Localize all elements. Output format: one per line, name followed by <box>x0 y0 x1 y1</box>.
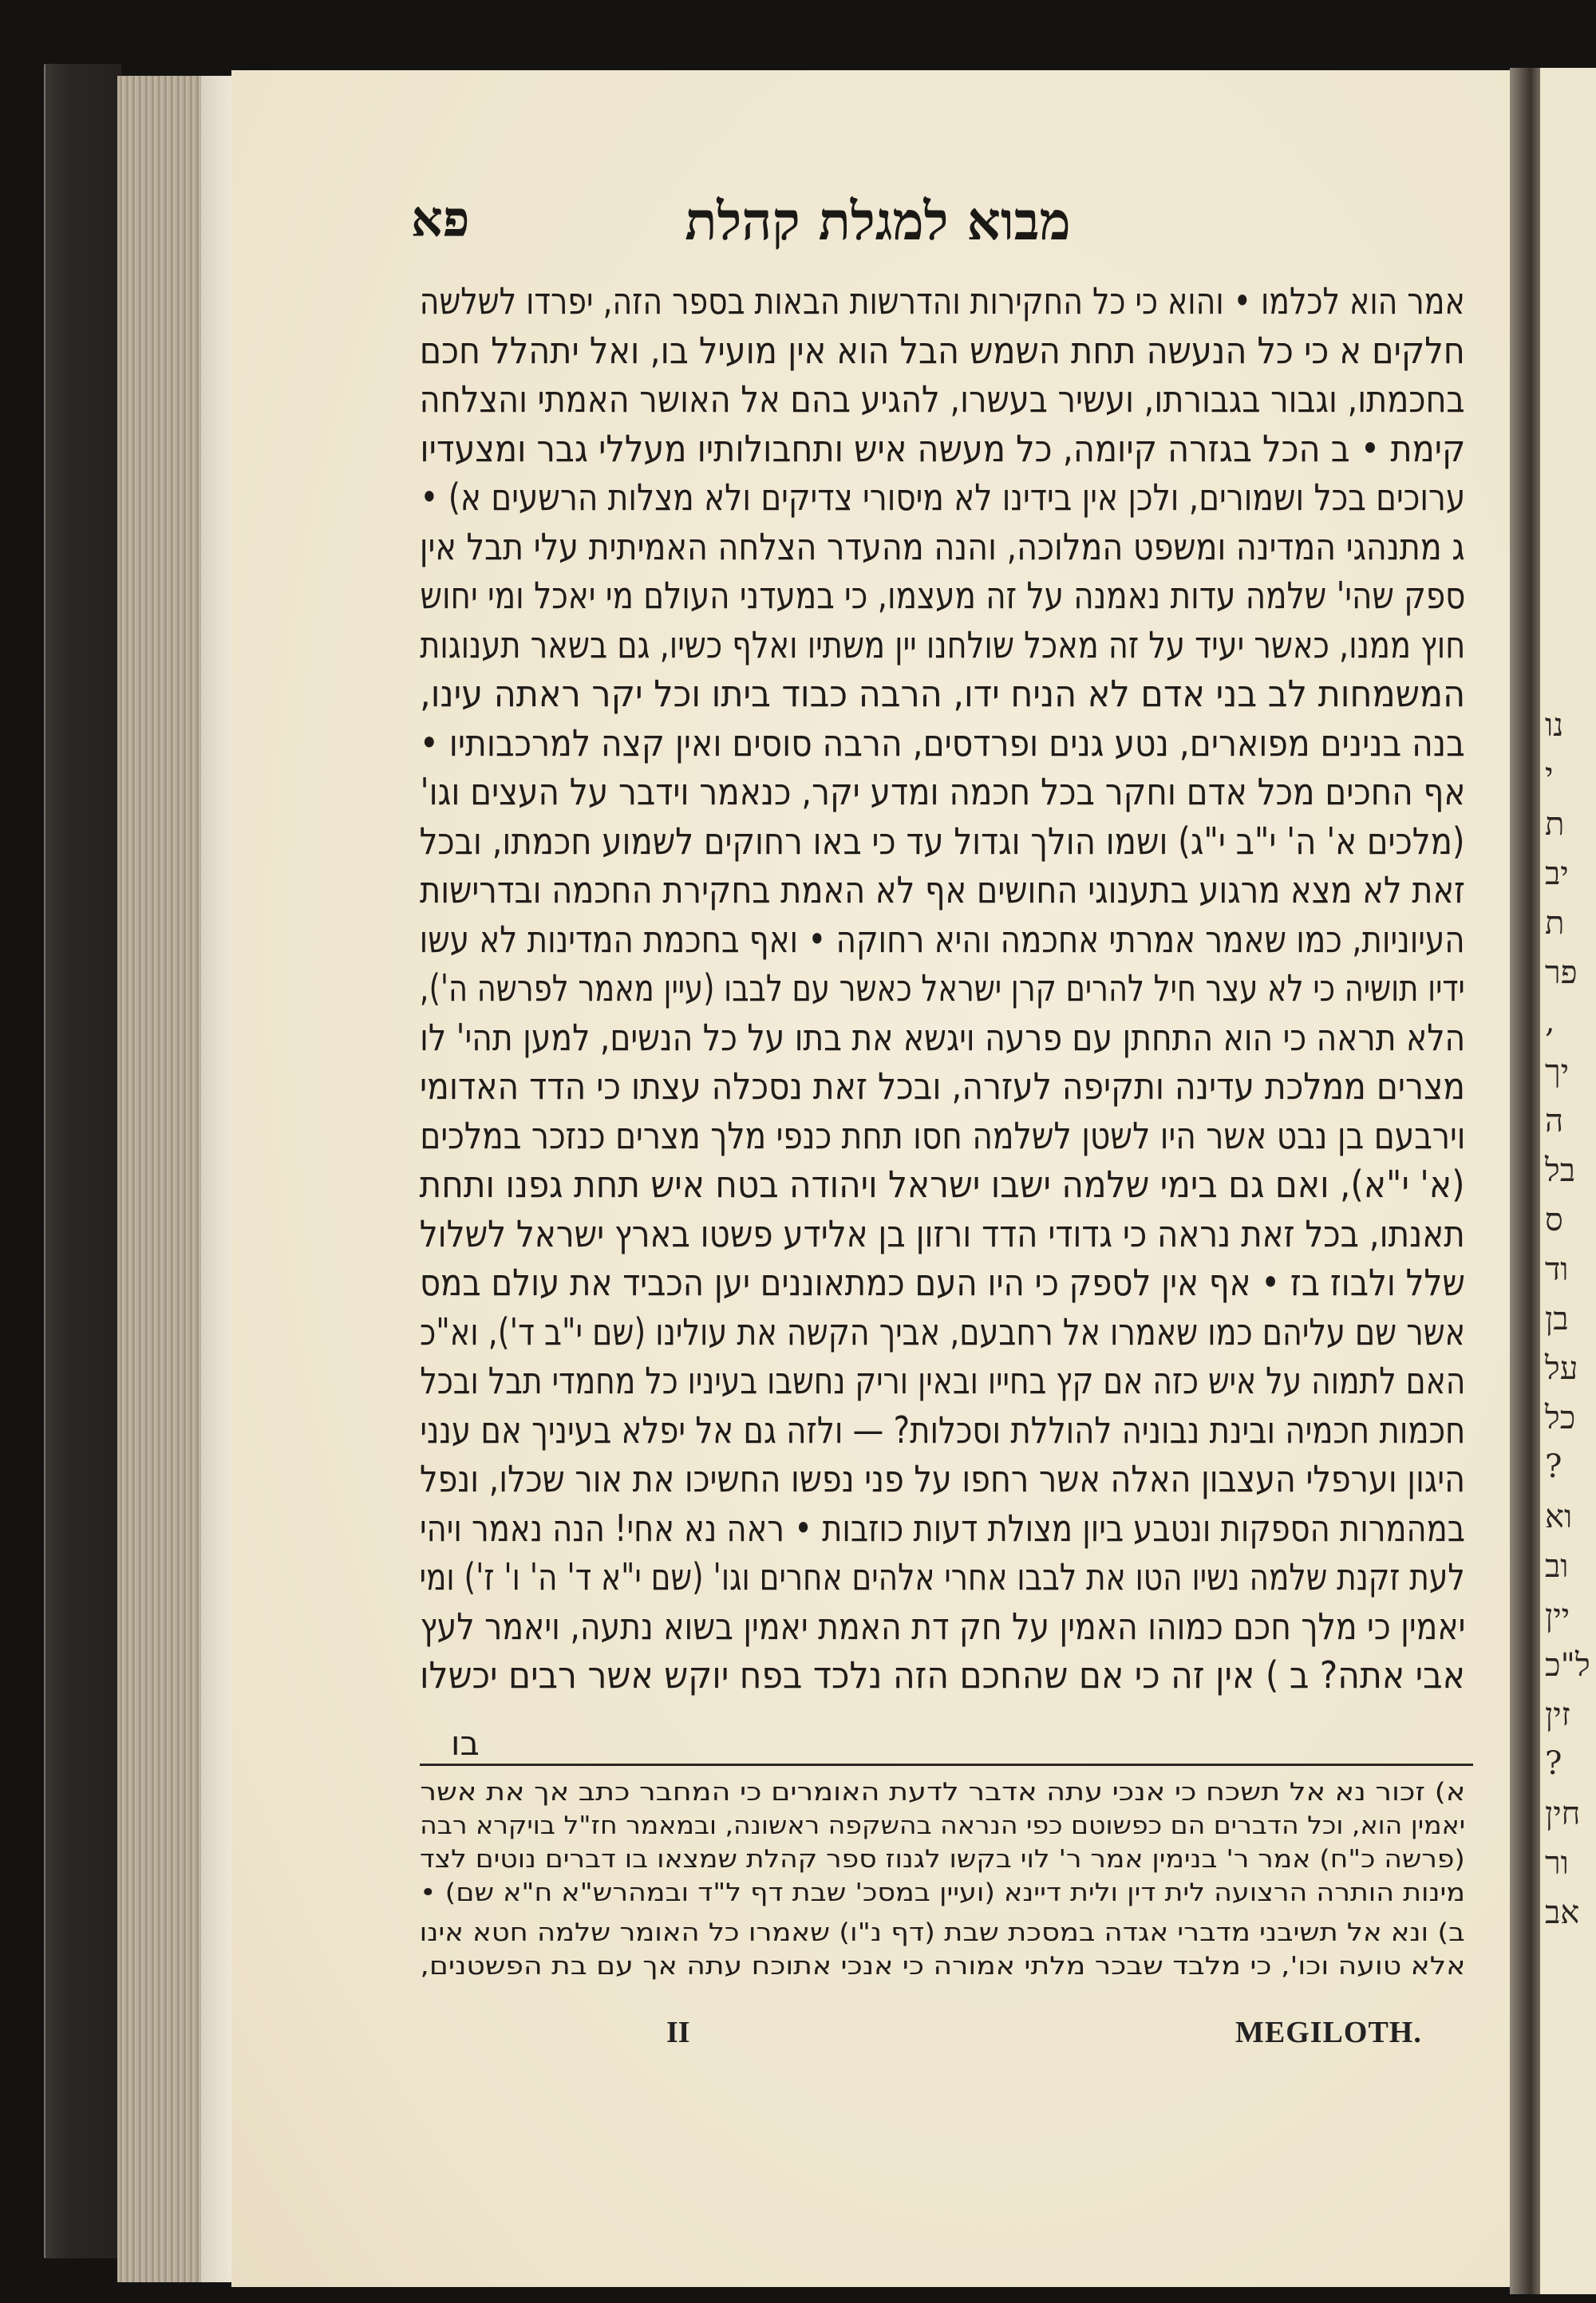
text-line-content: חלקים א כי כל הנעשה תחת השמש הבל הוא אין מועיל בו, ואל יתהלל חכם <box>420 328 1465 372</box>
text-line <box>420 427 1465 483</box>
text-line-content: הלא תראה כי הוא התחתן עם פרעה ויגשא את בתו על כל הנשים, למען תהי' לו <box>420 1015 1465 1059</box>
text-line-content: לעת זקנת שלמה נשיו הטו את לבבו אחרי אלהים אחרים וגו' (שם י"א ד' ה' ו' ז') ומי <box>420 1555 1465 1598</box>
text-line <box>420 1507 1465 1562</box>
facing-page-fragment: פר <box>1545 954 1578 991</box>
facing-page-fragment: ת <box>1545 905 1565 942</box>
book-gutter <box>1510 68 1542 2294</box>
facing-page-fragment: ל"כ <box>1545 1647 1590 1684</box>
text-line <box>420 1605 1465 1661</box>
facing-page-fragment: י <box>1545 756 1554 793</box>
text-line-content: שלל ולבוז בז • אף אין לספק כי היו העם כמתאוננים יען הכביד את עולם במס <box>420 1261 1465 1304</box>
text-line-content: ספק שהי' שלמה עדות נאמנה על זה מעצמו, כי במעדני העולם מי יאכל ומי יחוש <box>420 574 1465 617</box>
facing-page-fragment: ? <box>1545 1745 1562 1782</box>
text-line <box>420 1555 1465 1611</box>
facing-page-fragment: יין <box>1545 1598 1570 1634</box>
text-line-content: ג מתנהגי המדינה ומשפט המלוכה, והנה מהעדר הצלחה האמיתית עלי תבל אין <box>420 524 1465 568</box>
facing-page-fragment: ה <box>1545 1103 1564 1140</box>
footnote-line <box>420 1811 1465 1843</box>
text-line <box>420 574 1465 630</box>
text-line-content: זאת לא מצא מרגוע בתענוגי החושים אף לא האמת בחקירת החכמה ובדרישות <box>420 868 1465 911</box>
text-line-content: אף החכים מכל אדם וחקר בכל חכמה ומדע יקר, כנאמר וידבר על העצים וגו' <box>420 770 1465 813</box>
text-line <box>420 966 1465 1022</box>
facing-page-fragment: חין <box>1545 1795 1581 1832</box>
text-line-content: (א' י"א), ואם גם בימי שלמה ישבו ישראל ויהודה בטח איש תחת גפנו ותחת <box>420 1163 1465 1206</box>
footnote-line-content: מינות הותרה הרצועה לית דין ולית דיינא (ועיין במסכ' שבת דף ל"ד ובמהרש"א ח"א שם) • <box>420 1878 1465 1907</box>
text-line <box>420 525 1465 581</box>
facing-page-fragment: וא <box>1545 1499 1573 1535</box>
facing-page-fragment: ? <box>1545 1448 1562 1485</box>
text-line <box>420 1408 1465 1464</box>
text-line-content: קימת • ב הכל בגזרה קיומה, כל מעשה איש ותחבולותיו מעללי גבר ומצעדיו <box>420 426 1465 470</box>
text-line <box>420 1065 1465 1120</box>
text-line <box>420 1016 1465 1072</box>
text-line <box>420 672 1465 728</box>
text-line-content: חכמות חכמיה ובינת נבוניה להוללת וסכלות? — ולזה גם אל יפלא בעיניך אם ענני <box>420 1408 1465 1452</box>
facing-page-fragment: וב <box>1545 1548 1569 1585</box>
text-line-content: יאמין כי מלך חכם כמוהו האמין על חק דת האמת יאמין בשוא נתעה, ויאמר לעץ <box>420 1604 1465 1648</box>
text-line-content: אשר שם עליהם כמו שאמרו אל רחבעם, אביך הקשה את עולינו (שם י"ב ד'), וא"כ <box>420 1310 1465 1353</box>
facing-page-edge <box>1540 68 1596 2294</box>
text-line-content: ידיו תושיה כי לא עצר חיל להרים קרן ישראל כאשר עם לבבו (עיין מאמר לפרשה ה'), <box>420 966 1465 1009</box>
facing-page-fragment: וד <box>1545 1251 1569 1288</box>
footnote-line-content: א) זכור נא אל תשכח כי אנכי עתה אדבר לדעת האומרים כי המחבר כתב אך את אשר <box>420 1778 1465 1807</box>
footnote-line-content: (פרשה כ"ח) אמר ר' בנימין אמר ר' לוי בקשו לגנוז ספר קהלת שמצאו בו דברים נוטים לצד <box>420 1845 1465 1874</box>
facing-page-fragment: ת <box>1545 806 1565 843</box>
facing-page-fragment: ור <box>1545 1845 1569 1882</box>
text-line <box>420 1457 1465 1513</box>
facing-page-fragment: בן <box>1545 1301 1569 1337</box>
text-line-content: בנה בנינים מפוארים, נטע גנים ופרדסים, הרבה סוסים ואין קצה למרכבותיו • <box>420 721 1465 764</box>
book-cover-board <box>44 64 121 2258</box>
text-line <box>420 377 1465 433</box>
page-number: פא <box>411 190 470 248</box>
text-line-content: המשמחות לב בני אדם לא הניח ידו, הרבה כבוד ביתו וכל יקר ראתה עינו, <box>420 672 1465 715</box>
text-line <box>420 770 1465 826</box>
facing-page-fragment: נו <box>1545 707 1564 744</box>
text-line <box>420 1212 1465 1268</box>
text-line-content: במהמרות הספקות ונטבע ביון מצולת דעות כוזבות • ראה נא אחי! הנה נאמר ויהי <box>420 1506 1465 1550</box>
text-line-content: תאנתו, בכל זאת נראה כי גדודי הדד ורזון בן אלידע פשטו בארץ ישראל לשלול <box>420 1211 1465 1255</box>
footnote-line-content: יאמין הוא, וכל הדברים הם כפשוטם כפי הנראה בהשקפה ראשונה, ובמאמר חז"ל בויקרא רבה <box>420 1811 1465 1840</box>
text-line <box>420 1359 1465 1415</box>
text-line-content: היגון וערפלי העצבון האלה אשר רחפו על פני נפשו החשיכו את אור שכלו, ונפל <box>420 1457 1465 1500</box>
text-line <box>420 1310 1465 1366</box>
text-line-content: וירבעם בן נבט אשר היו לשטן לשלמה חסו תחת כנפי מלך מצרים כנזכר במלכים <box>420 1113 1465 1157</box>
text-line-content: (מלכים א' ה' י"ב י"ג) ושמו הולך וגדול עד כי באו רחוקים לשמוע חכמתו, ובכל <box>420 819 1465 863</box>
footnote-line <box>420 1878 1465 1910</box>
text-line-content: חוץ ממנו, כאשר יעיד על זה מאכל שולחנו יין משתיו ואלף כשיו, גם בשאר תענוגות <box>420 622 1465 666</box>
page-title: מבוא למגלת קהלת <box>685 190 1071 252</box>
text-line <box>420 279 1465 335</box>
facing-page-fragment: זין <box>1545 1697 1570 1733</box>
text-line <box>420 1163 1465 1219</box>
footnote-line <box>420 1845 1465 1877</box>
text-line <box>420 329 1465 385</box>
catchword: בו <box>451 1724 480 1763</box>
footnote-line-content: אלא טועה וכו', כי מלבד שבכר מלתי אמורה כי אנכי אתוכח עתה אך עם בת הפשטנים, <box>420 1952 1465 1981</box>
footnote-line <box>420 1778 1465 1810</box>
footnote-line <box>420 1918 1465 1950</box>
text-line <box>420 721 1465 777</box>
facing-page-fragment: יך <box>1545 1053 1570 1090</box>
facing-page-fragment: יב <box>1545 855 1569 892</box>
footnote-line <box>420 1952 1465 1984</box>
page-stack-edge <box>117 76 233 2282</box>
facing-page-fragment: על <box>1545 1350 1578 1387</box>
running-title: MEGILOTH. <box>1235 2016 1422 2049</box>
facing-page-fragment: אב <box>1545 1894 1580 1931</box>
signature-mark: II <box>666 2016 690 2049</box>
text-line-content: העיוניות, כמו שאמר אמרתי אחכמה והיא רחוקה • ואף בחכמת המדינות לא עשו <box>420 917 1465 961</box>
facing-page-fragment: בל <box>1545 1152 1575 1189</box>
footnote-line-content: ב) ונא אל תשיבני מדברי אגדה במסכת שבת (דף נ"ו) שאמרו כל האומר שלמה חטא אינו <box>420 1918 1465 1947</box>
text-line <box>420 1114 1465 1170</box>
text-line-content: אמר הוא לכלמו • והוא כי כל החקירות והדרשות הבאות בספר הזה, יפרדו לשלשה <box>420 279 1465 322</box>
text-line <box>420 476 1465 531</box>
facing-page-fragment: ס <box>1545 1202 1563 1238</box>
text-line-content: אבי אתה? ב ) אין זה כי אם שהחכם הזה נלכד בפח יוקש אשר רבים יכשלו <box>420 1653 1465 1697</box>
text-line-content: בחכמתו, וגבור בגבורתו, ועשיר בעשרו, להגיע בהם אל האושר האמתי והצלחה <box>420 377 1465 421</box>
footnote-rule <box>420 1764 1473 1766</box>
text-line <box>420 918 1465 974</box>
text-line-content: ערוכים בכל ושמורים, ולכן אין בידינו לא מיסורי צדיקים ולא מצלות הרשעים א) • <box>420 476 1465 519</box>
text-line <box>420 1653 1465 1709</box>
text-line <box>420 868 1465 924</box>
facing-page-fragment: , <box>1545 1003 1555 1040</box>
text-line-content: האם לתמוה על איש כזה אם קץ בחייו ובאין וריק נחשבו בעיניו כל מחמדי תבל ובכל <box>420 1359 1465 1402</box>
facing-page-fragment: כל <box>1545 1400 1576 1436</box>
text-line <box>420 623 1465 679</box>
text-line <box>420 1261 1465 1317</box>
text-line <box>420 820 1465 875</box>
text-line-content: מצרים ממלכת עדינה ותקיפה לעזרה, ובכל זאת נסכלה עצתו כי הדד האדומי <box>420 1065 1465 1108</box>
